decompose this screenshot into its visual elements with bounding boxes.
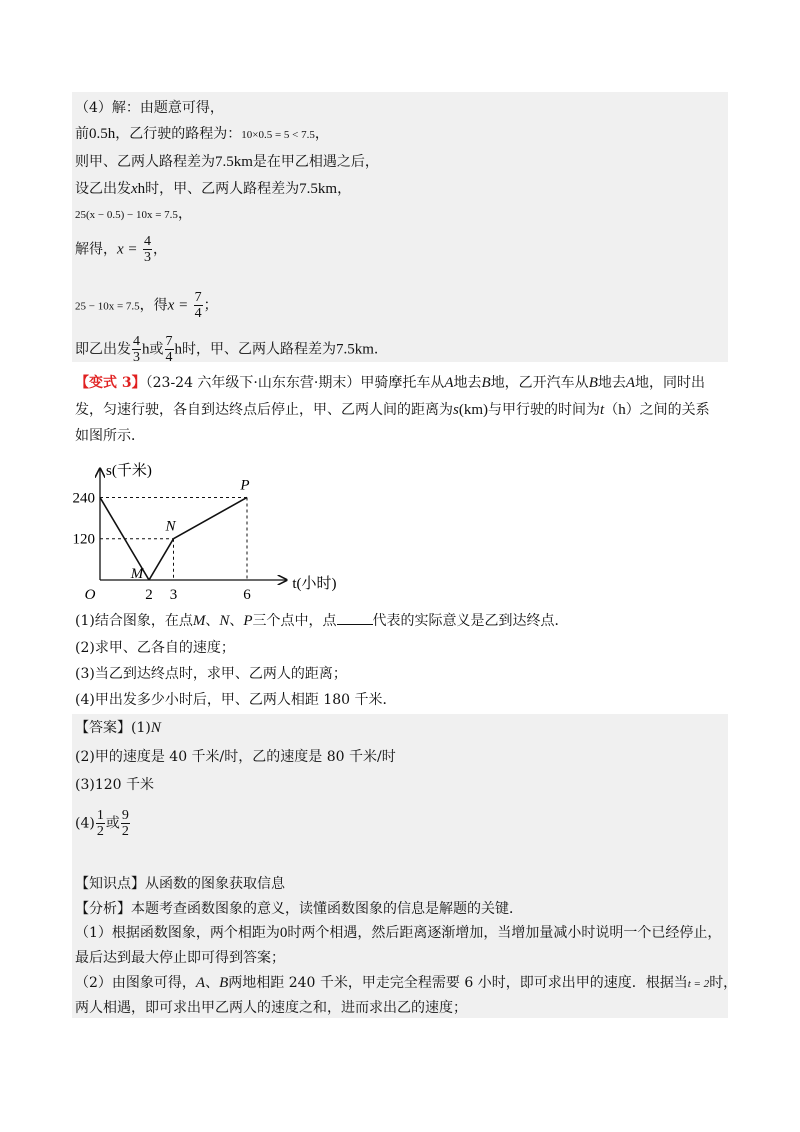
y-axis-label: s(千米) xyxy=(106,462,152,479)
variant-line-2: 发，匀速行驶，各自到达终点后停止，甲、乙两人间的距离为s(km)与甲行驶的时间为t（h）之间的关系 xyxy=(75,402,710,418)
analysis-line-4: 两人相遇，即可求出甲乙两人的速度之和，进而求出乙的速度； xyxy=(75,1000,467,1016)
y-tick-label: 120 xyxy=(72,531,95,548)
fraction-4-3: $\frac{4}{3}$ xyxy=(143,234,151,265)
variant-line-3: 如图所示． xyxy=(75,428,145,444)
solution-line-6: 解得，x = $\frac{4}{3}$ ， xyxy=(75,234,167,265)
x-axis-label: t(小时) xyxy=(292,576,337,592)
origin-label: O xyxy=(84,587,96,603)
answer-1: 【答案】(1)N xyxy=(75,720,161,736)
question-4: (4)甲出发多少小时后，甲、乙两人相距 180 千米． xyxy=(75,692,397,708)
series-segment-2 xyxy=(174,497,248,538)
point-label-m: M xyxy=(130,566,144,582)
series-segment-1 xyxy=(149,539,174,580)
analysis-heading: 【分析】本题考查函数图象的意义，读懂函数图象的信息是解题的关键． xyxy=(75,901,523,917)
y-tick-label: 240 xyxy=(72,490,95,507)
point-label-p: P xyxy=(240,477,250,494)
analysis-line-3: （2）由图象可得，A、B两地相距 240 千米，甲走完全程需要 6 小时，即可求出甲的速度．根据当t = 2时， xyxy=(75,975,738,991)
analysis-line-2: 最后达到最大停止即可得到答案； xyxy=(75,950,285,966)
variant-tag: 【变式 3】 xyxy=(75,375,146,391)
distance-time-graph xyxy=(60,448,337,608)
x-tick-label: 3 xyxy=(169,587,178,603)
variant-line-1: 【变式 3】（23-24 六年级下·山东东营·期末）甲骑摩托车从A地去B地，乙开汽车从B地去A地，同时出 xyxy=(75,375,706,391)
point-label-n: N xyxy=(165,518,176,535)
analysis-line-1: （1）根据函数图象，两个相距为0时两个相遇，然后距离逐渐增加，当增加量减小时说明一个已经停止， xyxy=(75,925,722,941)
solution-line-4: 设乙出发xh时，甲、乙两人路程差为7.5km， xyxy=(75,181,352,197)
solution-line-3: 则甲、乙两人路程差为7.5km是在甲乙相遇之后， xyxy=(75,154,379,170)
answer-2: (2)甲的速度是 40 千米/时，乙的速度是 80 千米/时 xyxy=(75,749,396,765)
solution-line-8: 即乙出发 $\frac{4}{3}$ h或 $\frac{7}{4}$ h时，甲、乙两人路程差为7.5km. xyxy=(75,334,379,365)
solution-line-1: （4）解：由题意可得， xyxy=(75,100,224,116)
question-1: (1)结合图象，在点M、N、P三个点中，点 代表的实际意义是乙到达终点． xyxy=(75,613,569,629)
answer-blank xyxy=(337,611,373,625)
solution-line-5: 25(x − 0.5) − 10x = 7.5， xyxy=(75,206,192,222)
knowledge-point: 【知识点】从函数的图象获取信息 xyxy=(75,876,285,892)
x-tick-label: 6 xyxy=(243,587,251,603)
question-3: (3)当乙到达终点时，求甲、乙两人的距离； xyxy=(75,666,347,682)
fraction-7-4: $\frac{7}{4}$ xyxy=(194,290,202,321)
answer-3: (3)120 千米 xyxy=(75,777,155,793)
solution-line-7: 25 − 10x = 7.5，得x = $\frac{7}{4}$ ； xyxy=(75,290,218,321)
answer-4: (4) $\frac{1}{2}$ 或 $\frac{9}{2}$ xyxy=(75,808,129,839)
x-tick-label: 2 xyxy=(145,587,153,603)
solution-line-2: 前0.5h，乙行驶的路程为：10×0.5 = 5 < 7.5， xyxy=(75,126,329,142)
question-2: (2)求甲、乙各自的速度； xyxy=(75,640,235,656)
